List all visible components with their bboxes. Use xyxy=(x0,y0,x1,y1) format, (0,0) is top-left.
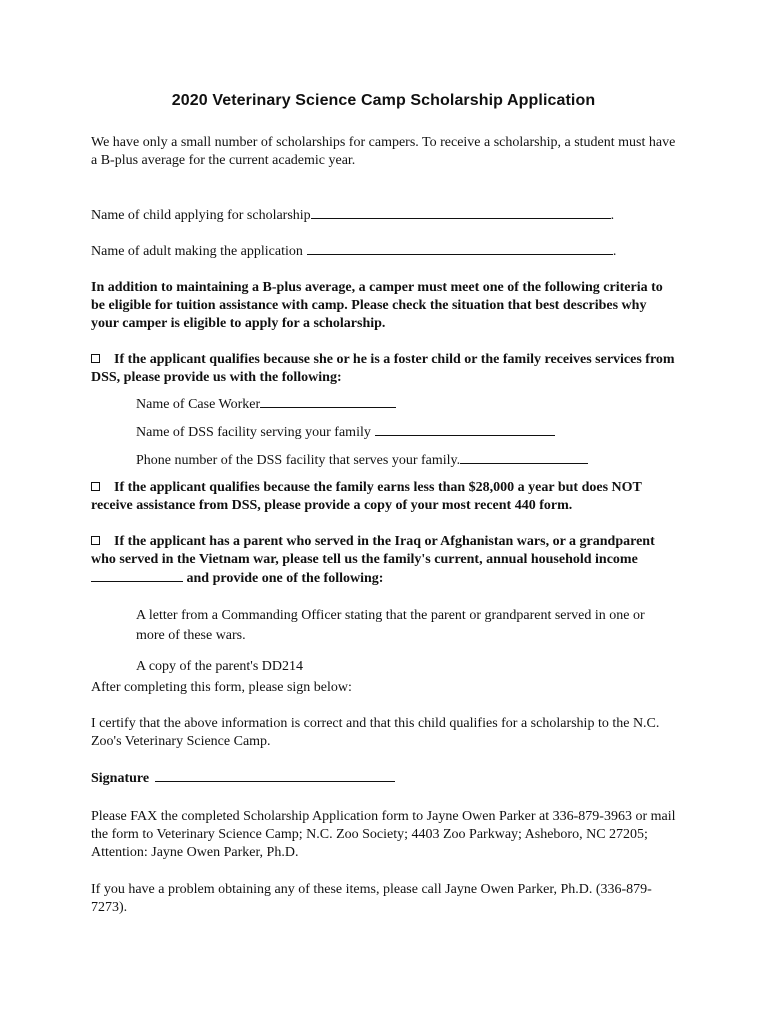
option-military-text: If the applicant has a parent who served in the Iraq or Afghanistan wars, or a grandparent who served in the Vietnam war, please tell us the family's current, annual household income xyxy=(91,534,655,567)
criteria-paragraph: In addition to maintaining a B-plus average, a camper must meet one of the following criteria to be eligible for tuition assistance with camp. Please check the situation that best describes why your camper is eligible to apply for a scholarship. xyxy=(91,280,663,331)
option-income xyxy=(91,479,676,515)
doc-commanding-officer-letter: A letter from a Commanding Officer stating that the parent or grandparent served in one or more of these wars. xyxy=(136,608,645,643)
dss-phone-label: Phone number of the DSS facility that serves your family. xyxy=(136,453,461,468)
dss-facility-row xyxy=(136,423,676,442)
option-military-text-after: and provide one of the following: xyxy=(186,571,384,586)
household-income-input[interactable] xyxy=(91,569,183,582)
case-worker-label: Name of Case Worker xyxy=(136,397,261,412)
page-title: 2020 Veterinary Science Camp Scholarship Application xyxy=(171,92,596,109)
case-worker-row xyxy=(136,395,676,414)
adult-name-input[interactable] xyxy=(307,242,613,255)
signature-input[interactable] xyxy=(155,769,395,782)
child-name-label: Name of child applying for scholarship xyxy=(91,208,311,223)
signature-label: Signature xyxy=(91,771,150,786)
dss-facility-label: Name of DSS facility serving your family xyxy=(136,425,371,440)
child-name-input[interactable] xyxy=(311,206,611,219)
dss-details xyxy=(91,395,676,470)
adult-name-label: Name of adult making the application xyxy=(91,244,303,259)
military-checkbox[interactable] xyxy=(91,536,100,545)
dss-facility-input[interactable] xyxy=(375,423,555,436)
adult-name-row xyxy=(91,242,676,261)
dss-phone-input[interactable] xyxy=(460,451,588,464)
case-worker-input[interactable] xyxy=(260,395,396,408)
income-checkbox[interactable] xyxy=(91,482,100,491)
intro-paragraph: We have only a small number of scholarships for campers. To receive a scholarship, a student must have a B-plus average for the current academic year. xyxy=(91,135,676,168)
signature-row xyxy=(91,769,676,788)
child-name-period: . xyxy=(610,208,615,223)
option-military xyxy=(91,533,676,588)
application-page xyxy=(91,92,676,917)
dss-phone-row xyxy=(136,451,676,470)
child-name-row xyxy=(91,206,676,225)
adult-name-period: . xyxy=(612,244,617,259)
certification-paragraph: I certify that the above information is correct and that this child qualifies for a scholarship to the N.C. Zoo's Veterinary Science Camp. xyxy=(91,716,660,749)
option-foster-dss xyxy=(91,351,676,387)
option-income-text: If the applicant qualifies because the family earns less than $28,000 a year but does NOT receive assistance from DSS, please provide a copy of your most recent 440 form. xyxy=(91,480,642,513)
doc-dd214: A copy of the parent's DD214 xyxy=(136,659,303,674)
sign-instruction: After completing this form, please sign below: xyxy=(91,680,352,695)
fax-instructions: Please FAX the completed Scholarship Application form to Jayne Owen Parker at 336-879-3963 or mail the form to Veterinary Science Camp; N.C. Zoo Society; 4403 Zoo Parkway; Asheboro, NC 27205; Attention: Jayne Owen Parker, Ph.D. xyxy=(91,809,676,860)
option-foster-dss-text: If the applicant qualifies because she or he is a foster child or the family receives services from DSS, please provide us with the following: xyxy=(91,352,675,385)
contact-paragraph: If you have a problem obtaining any of these items, please call Jayne Owen Parker, Ph.D. (336-879-7273). xyxy=(91,882,652,915)
foster-dss-checkbox[interactable] xyxy=(91,354,100,363)
